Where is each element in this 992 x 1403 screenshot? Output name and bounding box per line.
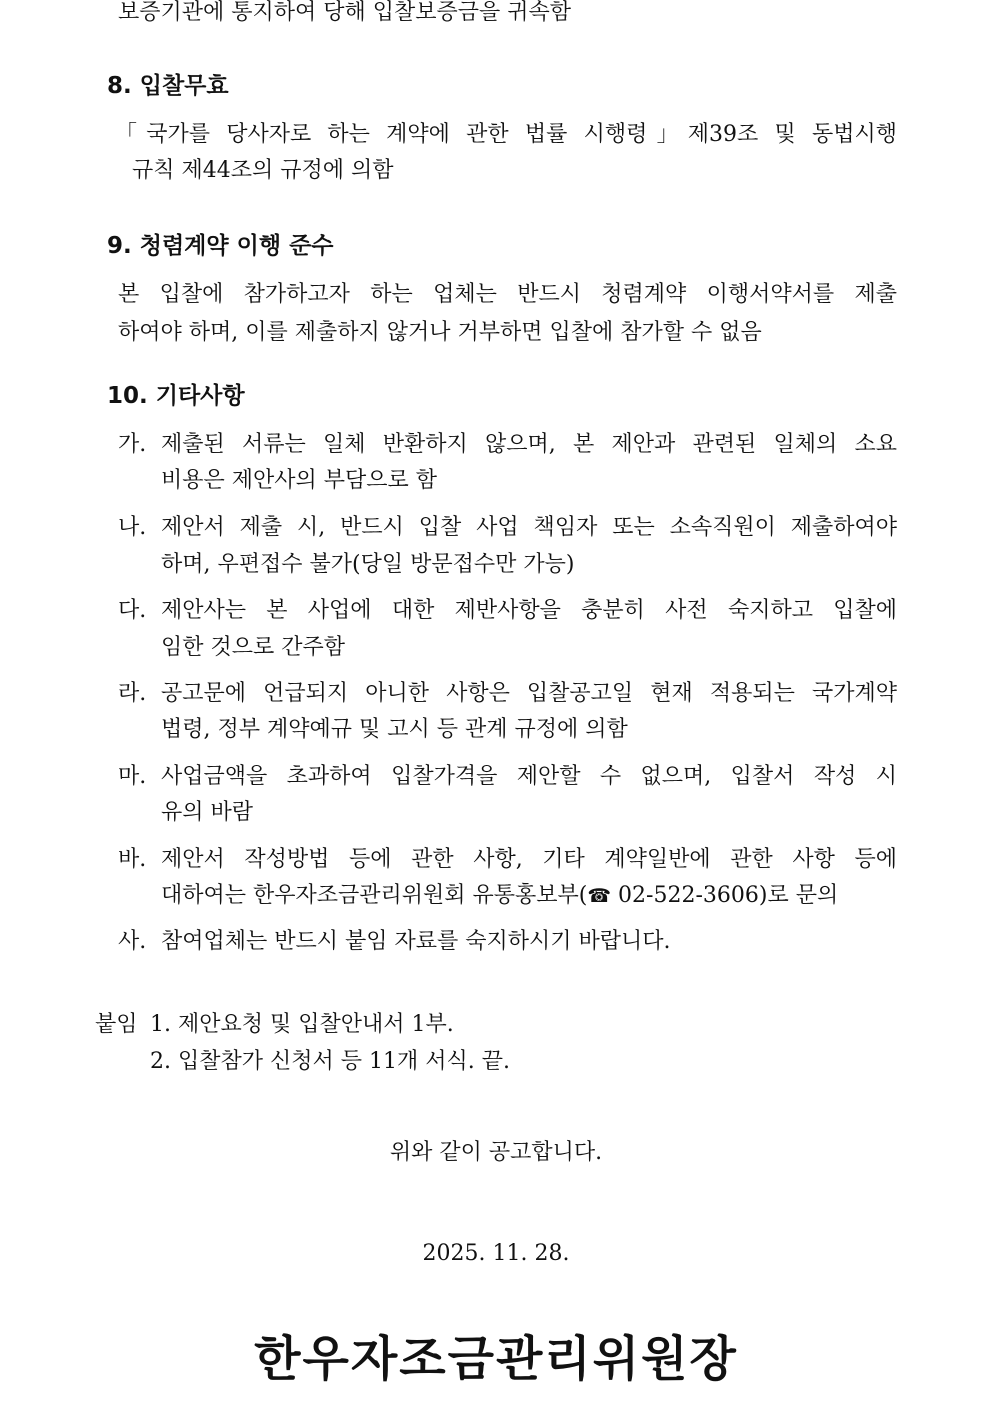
item-da-line-2: 임한 것으로 간주함 [161,635,346,660]
issuer-signature: 한우자조금관리위원장 [254,1331,738,1387]
phone-number-text: 02-522-3606)로 문의 [611,883,839,908]
attachment-item-1: 1. 제안요청 및 입찰안내서 1부. [150,1012,454,1037]
section-9-line-2: 하여야 하며, 이를 제출하지 않거나 거부하면 입찰에 참가할 수 없음 [118,320,762,345]
section-9-title: 9. 청렴계약 이행 준수 [107,233,334,259]
section-8-line-2: 규칙 제44조의 규정에 의함 [132,158,394,183]
item-da-label: 다. [118,598,147,623]
section-10-title: 10. 기타사항 [107,383,245,409]
item-ra-line-1: 공고문에 언급되지 아니한 사항은 입찰공고일 현재 적용되는 국가계약 [161,681,897,706]
item-ga-label: 가. [118,432,147,457]
section-9-line-1: 본 입찰에 참가하고자 하는 업체는 반드시 청렴계약 이행서약서를 제출 [118,282,897,307]
item-ba-line-2 [161,885,838,907]
item-ma-line-1: 사업금액을 초과하여 입찰가격을 제안할 수 없으며, 입찰서 작성 시 [161,764,897,789]
item-sa-label: 사. [118,929,147,954]
intro-line: 보증기관에 통지하여 당해 입찰보증금을 귀속함 [118,0,572,25]
item-ba-line-2-text: 대하여는 한우자조금관리위원회 유통홍보부( [161,883,588,908]
item-na-label: 나. [118,515,147,540]
item-ba-label: 바. [118,847,147,872]
section-8-title: 8. 입찰무효 [107,73,229,99]
item-ma-line-2: 유의 바람 [161,800,254,825]
item-na-line-2: 하며, 우편접수 불가(당일 방문접수만 가능) [161,552,575,577]
item-da-line-1: 제안사는 본 사업에 대한 제반사항을 충분히 사전 숙지하고 입찰에 [161,598,897,623]
item-ma-label: 마. [118,764,147,789]
item-ra-label: 라. [118,681,147,706]
closing-statement: 위와 같이 공고합니다. [389,1140,603,1165]
item-sa-line-1: 참여업체는 반드시 붙임 자료를 숙지하시기 바랍니다. [161,929,671,954]
phone-icon: ☎ [587,885,612,907]
attachment-item-2: 2. 입찰참가 신청서 등 11개 서식. 끝. [150,1049,510,1074]
item-na-line-1: 제안서 제출 시, 반드시 입찰 사업 책임자 또는 소속직원이 제출하여야 [161,515,897,540]
item-ga-line-1: 제출된 서류는 일체 반환하지 않으며, 본 제안과 관련된 일체의 소요 [161,432,897,457]
announcement-date: 2025. 11. 28. [422,1241,570,1266]
item-ga-line-2: 비용은 제안사의 부담으로 함 [161,468,438,493]
item-ra-line-2: 법령, 정부 계약예규 및 고시 등 관계 규정에 의함 [161,717,628,742]
attachment-label: 붙임 [95,1012,138,1037]
item-ba-line-1: 제안서 작성방법 등에 관한 사항, 기타 계약일반에 관한 사항 등에 [161,847,897,872]
section-8-line-1: 「국가를 당사자로 하는 계약에 관한 법률 시행령」제39조 및 동법시행 [115,122,897,147]
